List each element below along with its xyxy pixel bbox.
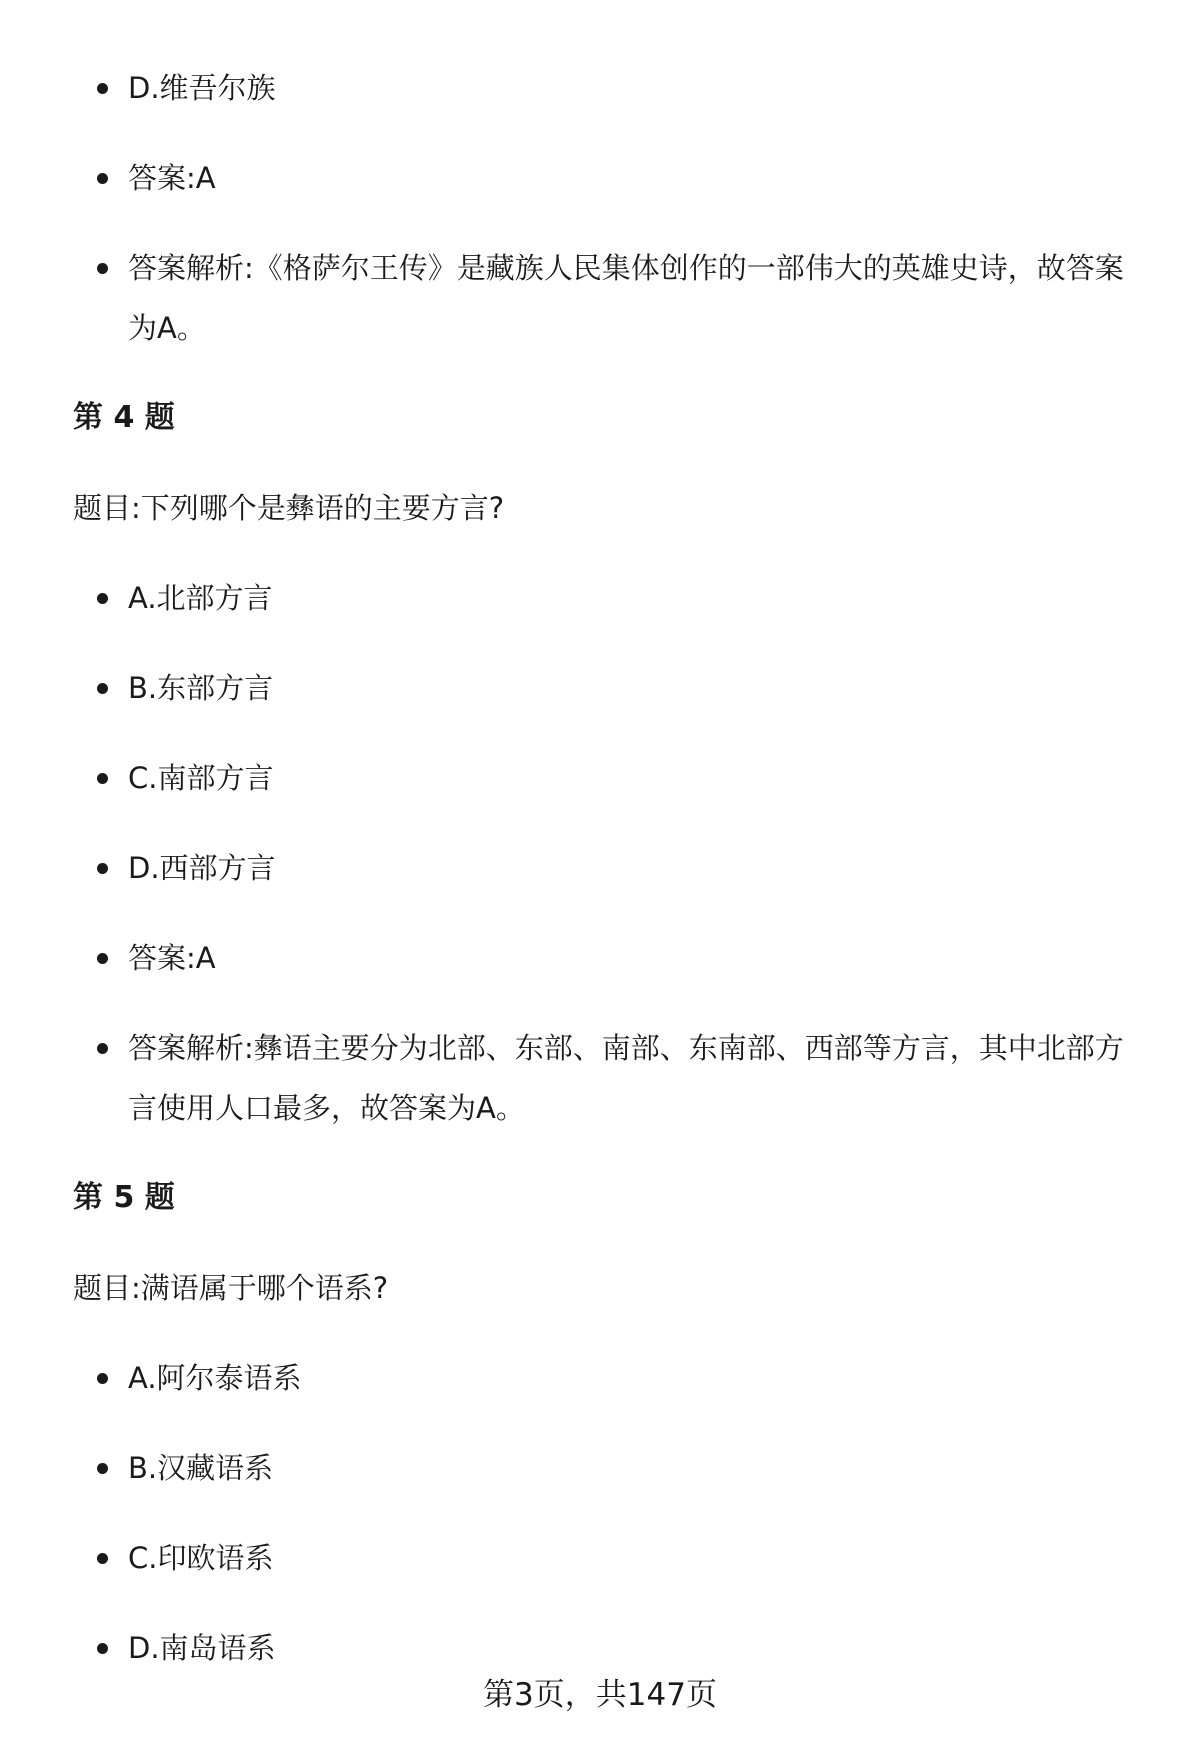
question-heading: 第 4 题: [73, 400, 175, 435]
option-text: C.南部方言: [128, 761, 274, 795]
option-item: [0, 748, 1158, 808]
question-text: 题目:满语属于哪个语系?: [73, 1271, 389, 1305]
answer-item: [0, 928, 1158, 988]
bullet-icon: [97, 1373, 108, 1384]
question-heading: 第 5 题: [73, 1180, 175, 1215]
bullet-icon: [97, 173, 108, 184]
option-item: [0, 568, 1158, 628]
bullet-icon: [97, 863, 108, 874]
bullet-icon: [97, 83, 108, 94]
bullet-icon: [97, 683, 108, 694]
bullet-icon: [97, 1043, 108, 1054]
bullet-icon: [97, 1463, 108, 1474]
answer-text: 答案:A: [128, 941, 216, 975]
explanation-item: [0, 238, 1158, 358]
bullet-icon: [97, 1553, 108, 1564]
bullet-icon: [97, 953, 108, 964]
bullet-icon: [97, 263, 108, 274]
option-text: B.汉藏语系: [128, 1451, 274, 1485]
explanation-line-1: 答案解析:《格萨尔王传》是藏族人民集体创作的一部伟大的英雄史诗，故答案: [128, 251, 1124, 285]
answer-text: 答案:A: [128, 161, 216, 195]
option-text: B.东部方言: [128, 671, 274, 705]
option-item: [0, 58, 1158, 118]
option-item: [0, 1438, 1158, 1498]
bullet-icon: [97, 773, 108, 784]
option-item: [0, 1618, 1158, 1678]
option-text: C.印欧语系: [128, 1541, 274, 1575]
page-number-footer: 第3页，共147页: [483, 1677, 717, 1713]
explanation-line-2: 为A。: [128, 311, 206, 345]
question-text: 题目:下列哪个是彝语的主要方言?: [73, 491, 505, 525]
option-item: [0, 1528, 1158, 1588]
option-text: A.北部方言: [128, 581, 273, 615]
option-text: D.南岛语系: [128, 1631, 276, 1665]
option-text: D.维吾尔族: [128, 71, 276, 105]
bullet-icon: [97, 1643, 108, 1654]
answer-item: [0, 148, 1158, 208]
option-text: A.阿尔泰语系: [128, 1361, 302, 1395]
explanation-line-1: 答案解析:彝语主要分为北部、东部、南部、东南部、西部等方言，其中北部方: [128, 1031, 1124, 1065]
option-text: D.西部方言: [128, 851, 276, 885]
explanation-line-2: 言使用人口最多，故答案为A。: [128, 1091, 525, 1125]
bullet-icon: [97, 593, 108, 604]
option-item: [0, 1348, 1158, 1408]
explanation-item: [0, 1018, 1158, 1138]
option-item: [0, 658, 1158, 718]
option-item: [0, 838, 1158, 898]
